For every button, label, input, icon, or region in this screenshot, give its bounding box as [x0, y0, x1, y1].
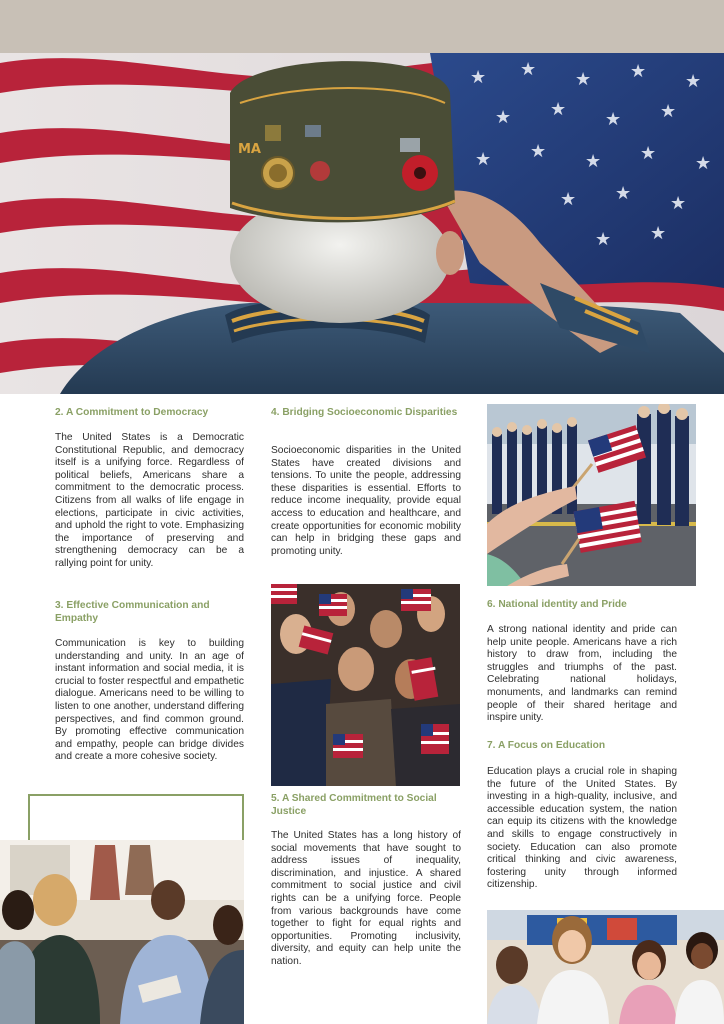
image-crowd-with-flags — [271, 584, 460, 786]
section-3-body: Communication is key to building understanding and unity. In an age of instant information and social media, it is crucial to foster respectful and empathetic dialogue. Americans need to be willing to listen to one another, understand differing perspectives, and find common ground. By promoting effective communication and empathy, people can bridge divides and create a more cohesive society. — [55, 638, 244, 763]
section-7-body: Education plays a crucial role in shaping the future of the United States. By investing in a high-quality, inclusive, and accessible education system, the nation can equip its citizens with the knowledge and skills to engage constructively in society. Education can also promote critical thinking and civic awareness, fostering unity through informed citizenship. — [487, 766, 677, 891]
section-4-heading: 4. Bridging Socioeconomic Disparities — [271, 407, 458, 418]
section-5-body: The United States has a long history of social movements that have sought to address issues of inequality, discrimination, and injustice. A shared commitment to social justice and civil rights can be a unifying force. People from various backgrounds have come together to fight for equal rights and opportunities. Promoting inclusivity, diversity, and equity can help unite the nation. — [271, 830, 461, 967]
hero-image-veteran-salute — [0, 53, 724, 394]
svg-text:★: ★ — [630, 61, 647, 82]
svg-text:★: ★ — [640, 143, 657, 164]
svg-text:★: ★ — [575, 69, 592, 90]
svg-text:★: ★ — [650, 223, 667, 244]
svg-text:★: ★ — [530, 141, 547, 162]
section-3-heading: 3. Effective Communication and Empathy — [55, 600, 210, 624]
svg-text:★: ★ — [495, 107, 512, 128]
image-group-conversation — [0, 840, 244, 1024]
svg-text:★: ★ — [595, 229, 612, 250]
image-parade-with-flags — [487, 404, 696, 586]
svg-text:★: ★ — [520, 59, 537, 80]
section-6-heading: 6. National identity and Pride — [487, 599, 627, 610]
svg-text:★: ★ — [660, 101, 677, 122]
section-2-heading: 2. A Commitment to Democracy — [55, 407, 209, 418]
svg-text:★: ★ — [585, 151, 602, 172]
section-2-body: The United States is a Democratic Constitutional Republic, and democracy itself is a unifying force. Regardless of political beliefs, Americans share a commitment to the democratic process. Citizens from all walks of life engage in elections, participate in civic activities, and uphold the right to vote. Emphasizing the importance of preserving and strengthening democracy can be a rallying point for unity. — [55, 432, 244, 569]
svg-text:★: ★ — [615, 183, 632, 204]
svg-text:★: ★ — [605, 109, 622, 130]
svg-text:★: ★ — [550, 99, 567, 120]
section-4-body: Socioeconomic disparities in the United States have created divisions and tensions. To unite the people, addressing these disparities is essential. Efforts to reduce income inequality, provide equal access to education and healthcare, and create opportunities for economic mobility can help in bridging these gaps and promoting unity. — [271, 445, 461, 557]
section-5-heading: 5. A Shared Commitment to Social Justice — [271, 793, 437, 817]
svg-text:★: ★ — [695, 153, 712, 174]
svg-text:MA: MA — [238, 142, 261, 157]
section-7-heading: 7. A Focus on Education — [487, 740, 606, 751]
image-classroom-students — [487, 910, 724, 1024]
decorative-frame — [28, 794, 244, 840]
svg-text:★: ★ — [685, 71, 702, 92]
section-6-body: A strong national identity and pride can help unite people. Americans have a rich history to draw from, including the struggles and triumphs of the past. Celebrating national holidays, monuments, and landmarks can remind people of their shared heritage and inspire unity. — [487, 624, 677, 724]
svg-text:★: ★ — [560, 189, 577, 210]
svg-text:★: ★ — [670, 193, 687, 214]
svg-text:★: ★ — [470, 67, 487, 88]
top-band — [0, 0, 724, 53]
svg-text:★: ★ — [475, 149, 492, 170]
